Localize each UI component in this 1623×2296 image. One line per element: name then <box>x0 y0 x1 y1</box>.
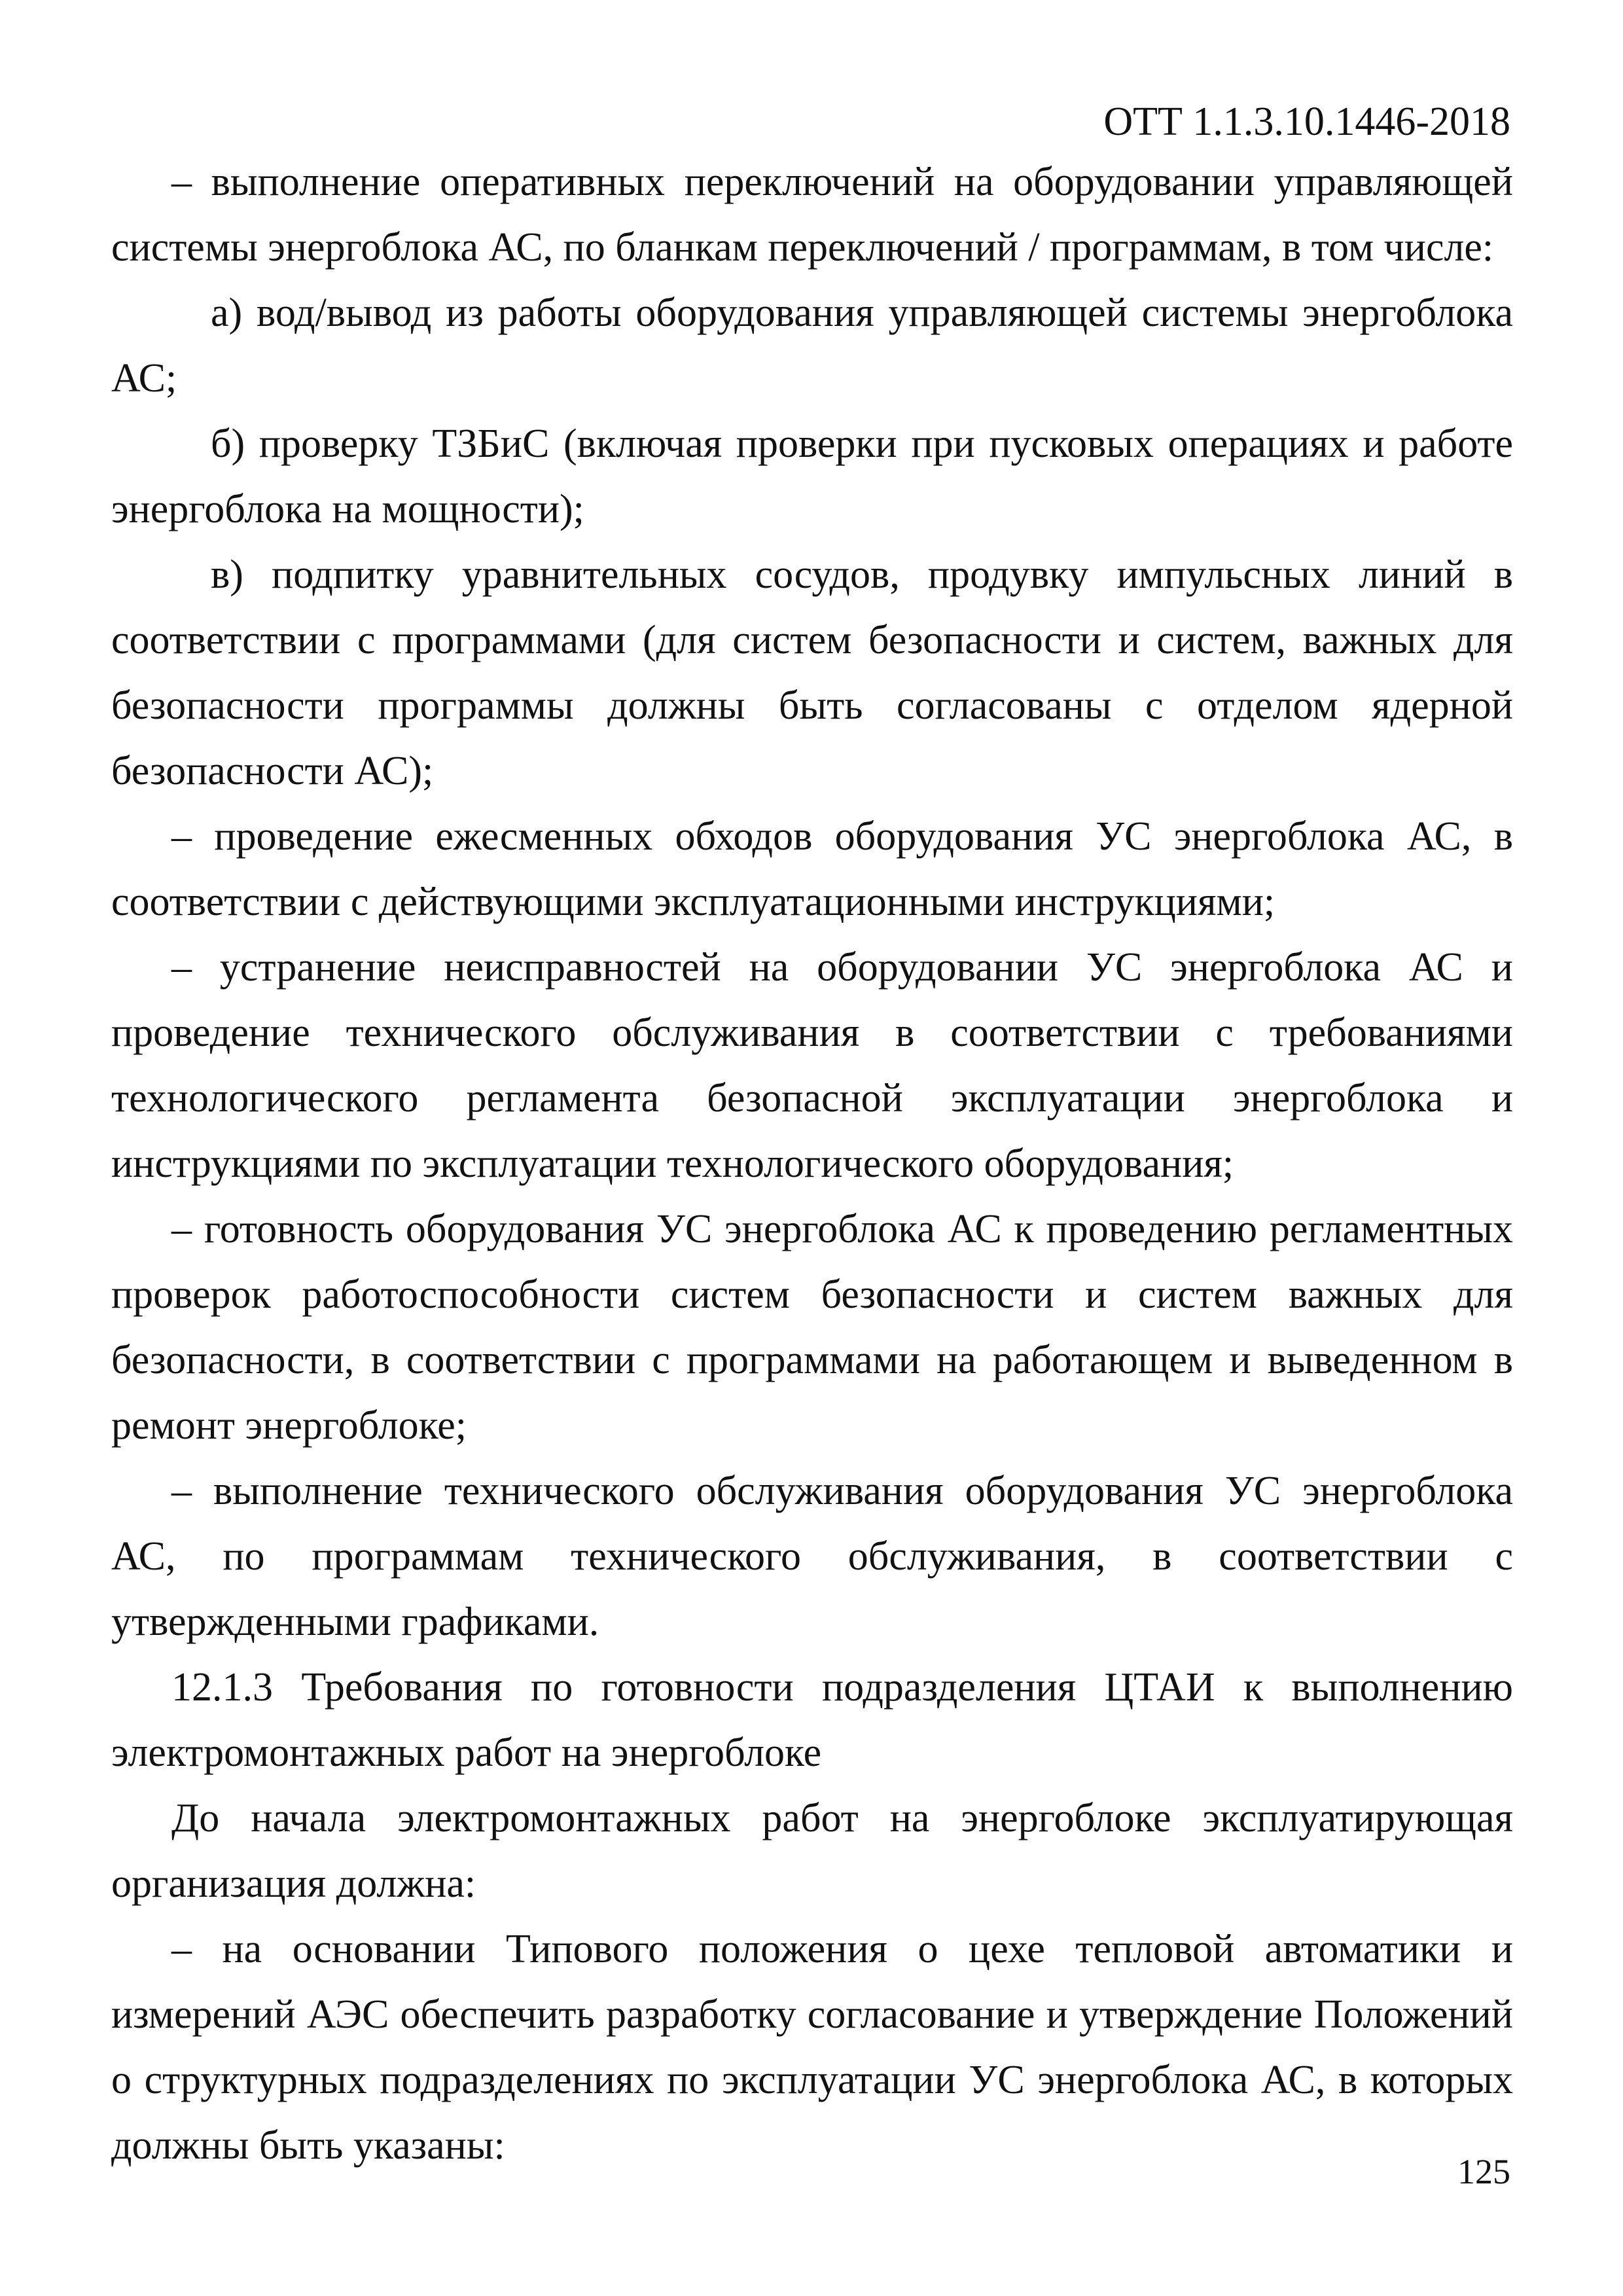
paragraph-item-v: в) подпитку уравнительных сосудов, продувку импульсных линий в соответствии с программами (для систем безопасности и систем, важных для безопасности программы должны быть согласованы с отделом ядерной безопасности АС); <box>111 552 1513 793</box>
document-code-header: ОТТ 1.1.3.10.1446-2018 <box>1103 99 1510 144</box>
section-heading-12-1-3: 12.1.3 Требования по готовности подразделения ЦТАИ к выполнению электромонтажных работ на энергоблоке <box>111 1665 1513 1775</box>
paragraph-fault-elimination: – устранение неисправностей на оборудовании УС энергоблока АС и проведение технического обслуживания в соответствии с требованиями технологического регламента безопасной эксплуатации энергоблока и инструкциями по эксплуатации технологического оборудования; <box>111 945 1513 1186</box>
paragraph-item-a: а) вод/вывод из работы оборудования управляющей системы энергоблока АС; <box>111 291 1513 401</box>
paragraph-item-b: б) проверку ТЗБиС (включая проверки при пусковых операциях и работе энергоблока на мощности); <box>111 422 1513 531</box>
paragraph-before-works: До начала электромонтажных работ на энергоблоке эксплуатирующая организация должна: <box>111 1796 1513 1906</box>
paragraph-typical-regulation: – на основании Типового положения о цехе тепловой автоматики и измерений АЭС обеспечить разработку согласование и утверждение Положений о структурных подразделениях по эксплуатации УС энергоблока АС, в которых должны быть указаны: <box>111 1927 1513 2168</box>
page-number: 125 <box>1457 2152 1510 2191</box>
paragraph-equipment-readiness: – готовность оборудования УС энергоблока АС к проведению регламентных проверок работоспособности систем безопасности и систем важных для безопасности, в соответствии с программами на работающем и выведенном в ремонт энергоблоке; <box>111 1207 1513 1448</box>
paragraph-maintenance: – выполнение технического обслуживания оборудования УС энергоблока АС, по программам технического обслуживания, в соответствии с утвержденными графиками. <box>111 1469 1513 1644</box>
paragraph-operational-switching: – выполнение оперативных переключений на оборудовании управляющей системы энергоблока АС, по бланкам переключений / программам, в том числе: <box>111 160 1513 270</box>
paragraph-shift-rounds: – проведение ежесменных обходов оборудования УС энергоблока АС, в соответствии с действующими эксплуатационными инструкциями; <box>111 814 1513 924</box>
document-body <box>111 149 1513 2178</box>
